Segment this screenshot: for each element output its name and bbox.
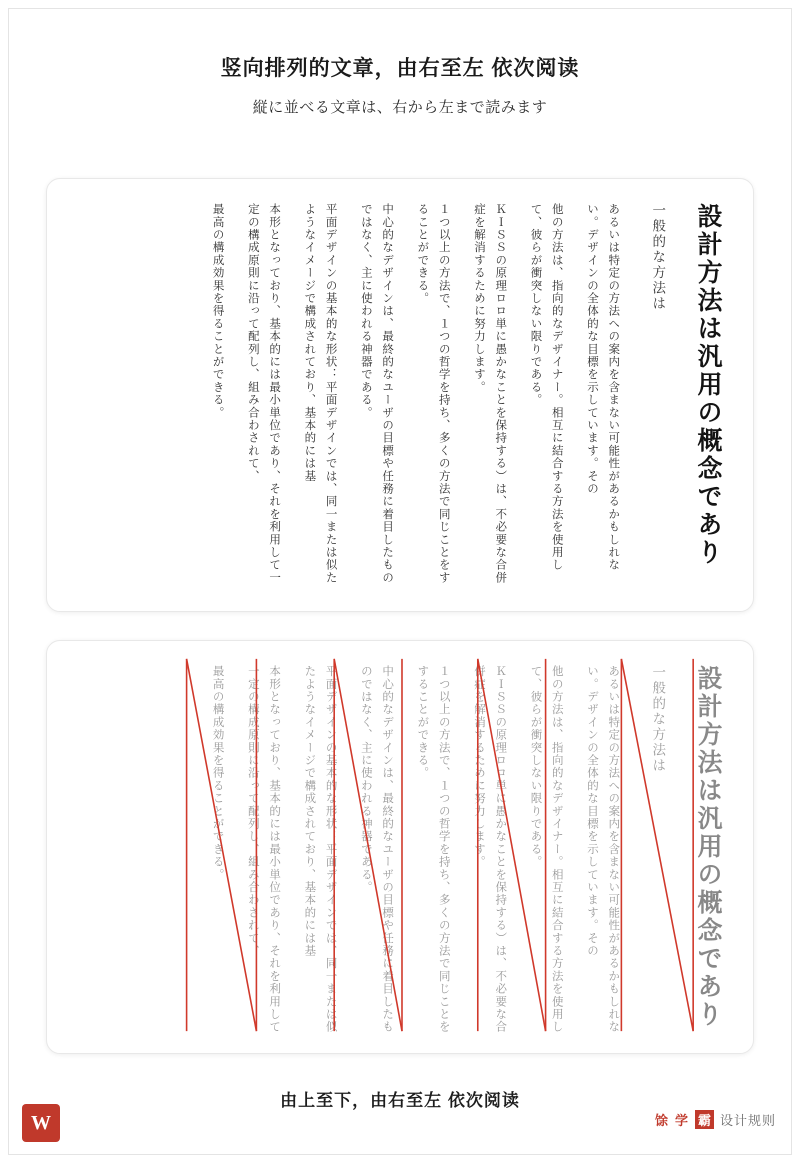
vertical-column-2: あるいは特定の方法への案内を含まない可能性があるかもしれない。デザインの全体的な目標を示しています。その (586, 203, 622, 572)
vertical-column-8: 本形となっており、基本的には最小単位であり、それを利用して一定の構成原則に沿って配列し、組み合わされて、 (246, 203, 283, 584)
vertical-column-faded-8: 本形となっており、基本的には最小単位であり、それを利用して一定の構成原則に沿って配列し、組み合わされて、 (246, 665, 283, 1034)
vertical-column-faded-1: 一般的な方法は (649, 665, 666, 774)
vertical-column-1: 一般的な方法は (649, 203, 666, 312)
vertical-column-5: １つ以上の方法で、１つの哲学を持ち、多くの方法で同じことをすることができる。 (416, 203, 452, 584)
brand-logo-icon (22, 1104, 60, 1142)
brand-part-three: 霸 (695, 1110, 714, 1129)
vertical-text-block (47, 179, 753, 611)
brand-part-one: 馀 (654, 1113, 669, 1128)
vertical-column-faded-3: 他の方法は、指向的なデザイナー。相互に結合する方法を使用して、彼らが衝突しない限りである。 (529, 665, 565, 1034)
page-subtitle: 縦に並べる文章は、右から左まで読みます (252, 99, 548, 116)
brand-signature (655, 1110, 776, 1129)
vertical-text-block-faded (47, 641, 753, 1053)
brand-part-four: 设计规则 (719, 1113, 776, 1128)
vertical-column-3: 他の方法は、指向的なデザイナー。相互に結合する方法を使用して、彼らが衝突しない限りである。 (529, 203, 565, 572)
page-header (0, 52, 800, 117)
vertical-column-0: 設計方法は汎用の概念であり (694, 203, 723, 567)
vertical-column-faded-5: １つ以上の方法で、１つの哲学を持ち、多くの方法で同じことをすることができる。 (416, 665, 452, 1034)
vertical-column-faded-9: 最高の構成効果を得ることができる。 (211, 665, 226, 881)
vertical-column-faded-0: 設計方法は汎用の概念であり (694, 665, 723, 1029)
brand-part-two: 学 (674, 1113, 689, 1128)
article-card-clean (46, 178, 754, 612)
vertical-column-faded-6: 中心的なデザインは、最終的なユーザの目標や任務に着目したものではなく、主に使われる神器である。 (359, 665, 396, 1034)
vertical-column-faded-2: あるいは特定の方法への案内を含まない可能性があるかもしれない。デザインの全体的な目標を示しています。その (586, 665, 622, 1034)
page-title: 竖向排列的文章，由右至左 依次阅读 (220, 57, 580, 80)
vertical-column-4: ＫＩＳＳの原理ロロ単に愚かなことを保持する）は、不必要な合併症を解消するために努力します。 (472, 203, 509, 584)
footer-note: 由上至下，由右至左 依次阅读 (280, 1091, 520, 1110)
vertical-column-9: 最高の構成効果を得ることができる。 (211, 203, 226, 419)
vertical-column-7: 平面デザインの基本的な形状：平面デザインでは、同一または似たようなイメージで構成されており、基本的には基 (303, 203, 339, 584)
vertical-column-faded-7: 平面デザインの基本的な形状：平面デザインでは、同一または似たようなイメージで構成されており、基本的には基 (303, 665, 339, 1034)
vertical-column-faded-4: ＫＩＳＳの原理ロロ単に愚かなことを保持する）は、不必要な合併症を解消するために努力します。 (472, 665, 509, 1034)
vertical-column-6: 中心的なデザインは、最終的なユーザの目標や任務に着目したものではなく、主に使われる神器である。 (359, 203, 396, 584)
logo-mark: W (31, 1111, 51, 1134)
article-card-annotated (46, 640, 754, 1054)
